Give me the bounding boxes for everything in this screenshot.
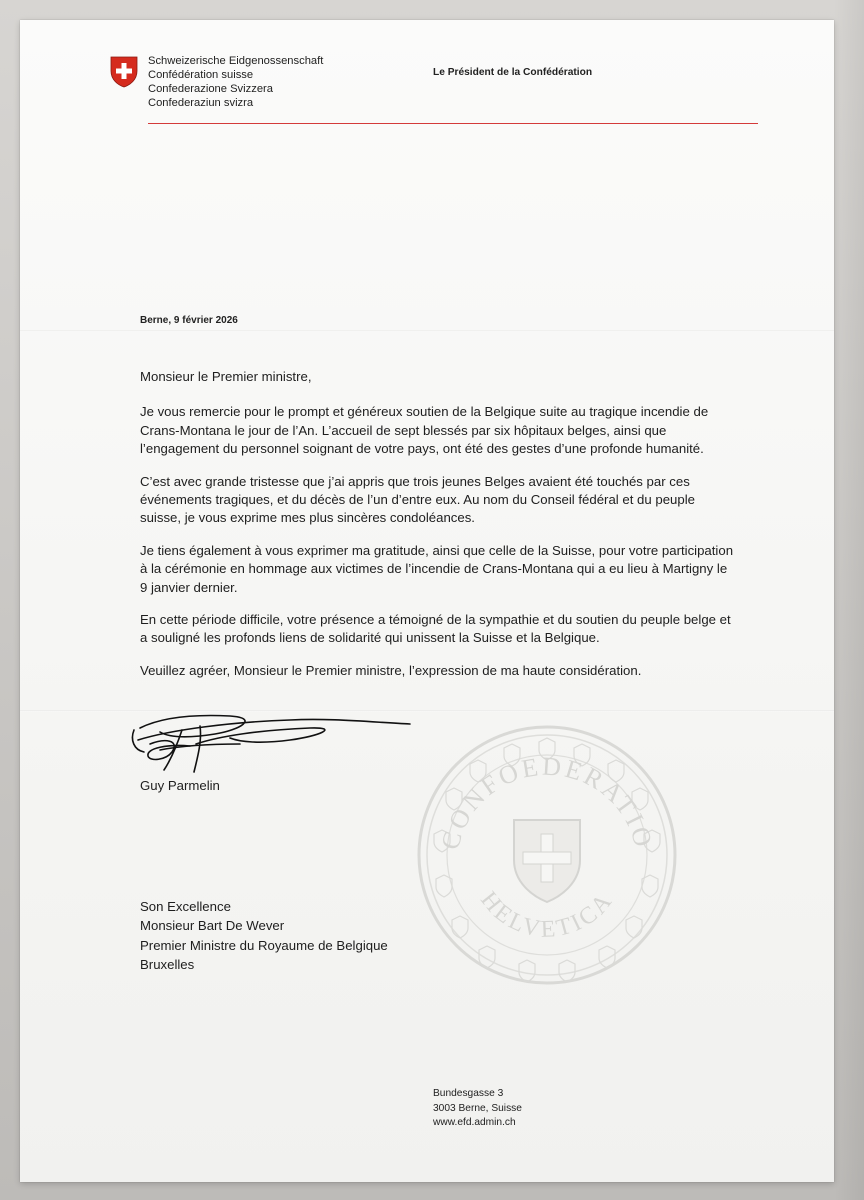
addressee-line: Monsieur Bart De Wever [140, 918, 285, 934]
salutation: Monsieur le Premier ministre, [140, 369, 312, 384]
letter-date: Berne, 9 février 2026 [140, 315, 238, 326]
confederation-name-de: Schweizerische Eidgenossenschaft [148, 55, 324, 67]
footer-city: 3003 Berne, Suisse [433, 1102, 522, 1114]
letter-body [140, 368, 780, 694]
text-line: événements tragiques, et du décès de l’un d’entre eux. Au nom du Conseil fédéral et du peuple [140, 492, 695, 508]
paragraph-solidarity [140, 611, 780, 648]
photo-shadow [834, 0, 864, 1200]
confederation-name-fr: Confédération suisse [148, 69, 254, 81]
text-line: Veuillez agréer, Monsieur le Premier ministre, l’expression de ma haute considération. [140, 662, 642, 678]
federal-seal-emboss [412, 720, 682, 990]
text-line: En cette période difficile, votre présence a témoigné de la sympathie et du soutien du peuple belge et [140, 612, 731, 628]
office-title: Le Président de la Confédération [433, 67, 593, 78]
footer-street: Bundesgasse 3 [433, 1088, 504, 1099]
letter-paper [20, 20, 834, 1182]
signer-name: Guy Parmelin [140, 778, 220, 793]
handwritten-signature [120, 700, 420, 780]
addressee-line: Bruxelles [140, 957, 195, 973]
seal-text-top: CONFOEDERATIO [435, 751, 659, 853]
footer-address [433, 1087, 522, 1131]
text-line: 9 janvier dernier. [140, 579, 238, 595]
closing-formula [140, 662, 780, 680]
text-line: Crans-Montana le jour de l’An. L’accueil de sept blessés par six hôpitaux belges, ainsi que [140, 422, 667, 438]
addressee-block [140, 897, 388, 975]
seal-text-bottom: HELVETICA [475, 886, 619, 943]
confederation-name-rm: Confederaziun svizra [148, 97, 254, 109]
confederation-name-it: Confederazione Svizzera [148, 83, 273, 95]
text-line: l’engagement du personnel soignant de votre pays, ont été des gestes d’une profonde humanité. [140, 441, 704, 457]
text-line: Je vous remercie pour le prompt et généreux soutien de la Belgique suite au tragique incendie de [140, 404, 709, 420]
paragraph-condolences [140, 473, 780, 528]
text-line: suisse, je vous exprime mes plus sincères condoléances. [140, 510, 475, 526]
header-divider [148, 123, 758, 124]
swiss-crest-icon [110, 56, 138, 88]
text-line: C’est avec grande tristesse que j’ai appris que trois jeunes Belges avaient été touchés par ces [140, 473, 690, 489]
footer-website: www.efd.admin.ch [433, 1117, 516, 1128]
text-line: à la cérémonie en hommage aux victimes de l’incendie de Crans-Montana qui a eu lieu à Martigny le [140, 561, 728, 577]
text-line: a souligné les profonds liens de solidarité qui unissent la Suisse et la Belgique. [140, 630, 600, 646]
text-line: Je tiens également à vous exprimer ma gratitude, ainsi que celle de la Suisse, pour votre participation [140, 542, 734, 558]
confederation-names [148, 54, 323, 110]
addressee-line: Son Excellence [140, 899, 231, 914]
paragraph-thanks [140, 403, 780, 458]
paper-fold-line [20, 330, 834, 332]
addressee-line: Premier Ministre du Royaume de Belgique [140, 937, 388, 953]
paragraph-gratitude [140, 542, 780, 597]
